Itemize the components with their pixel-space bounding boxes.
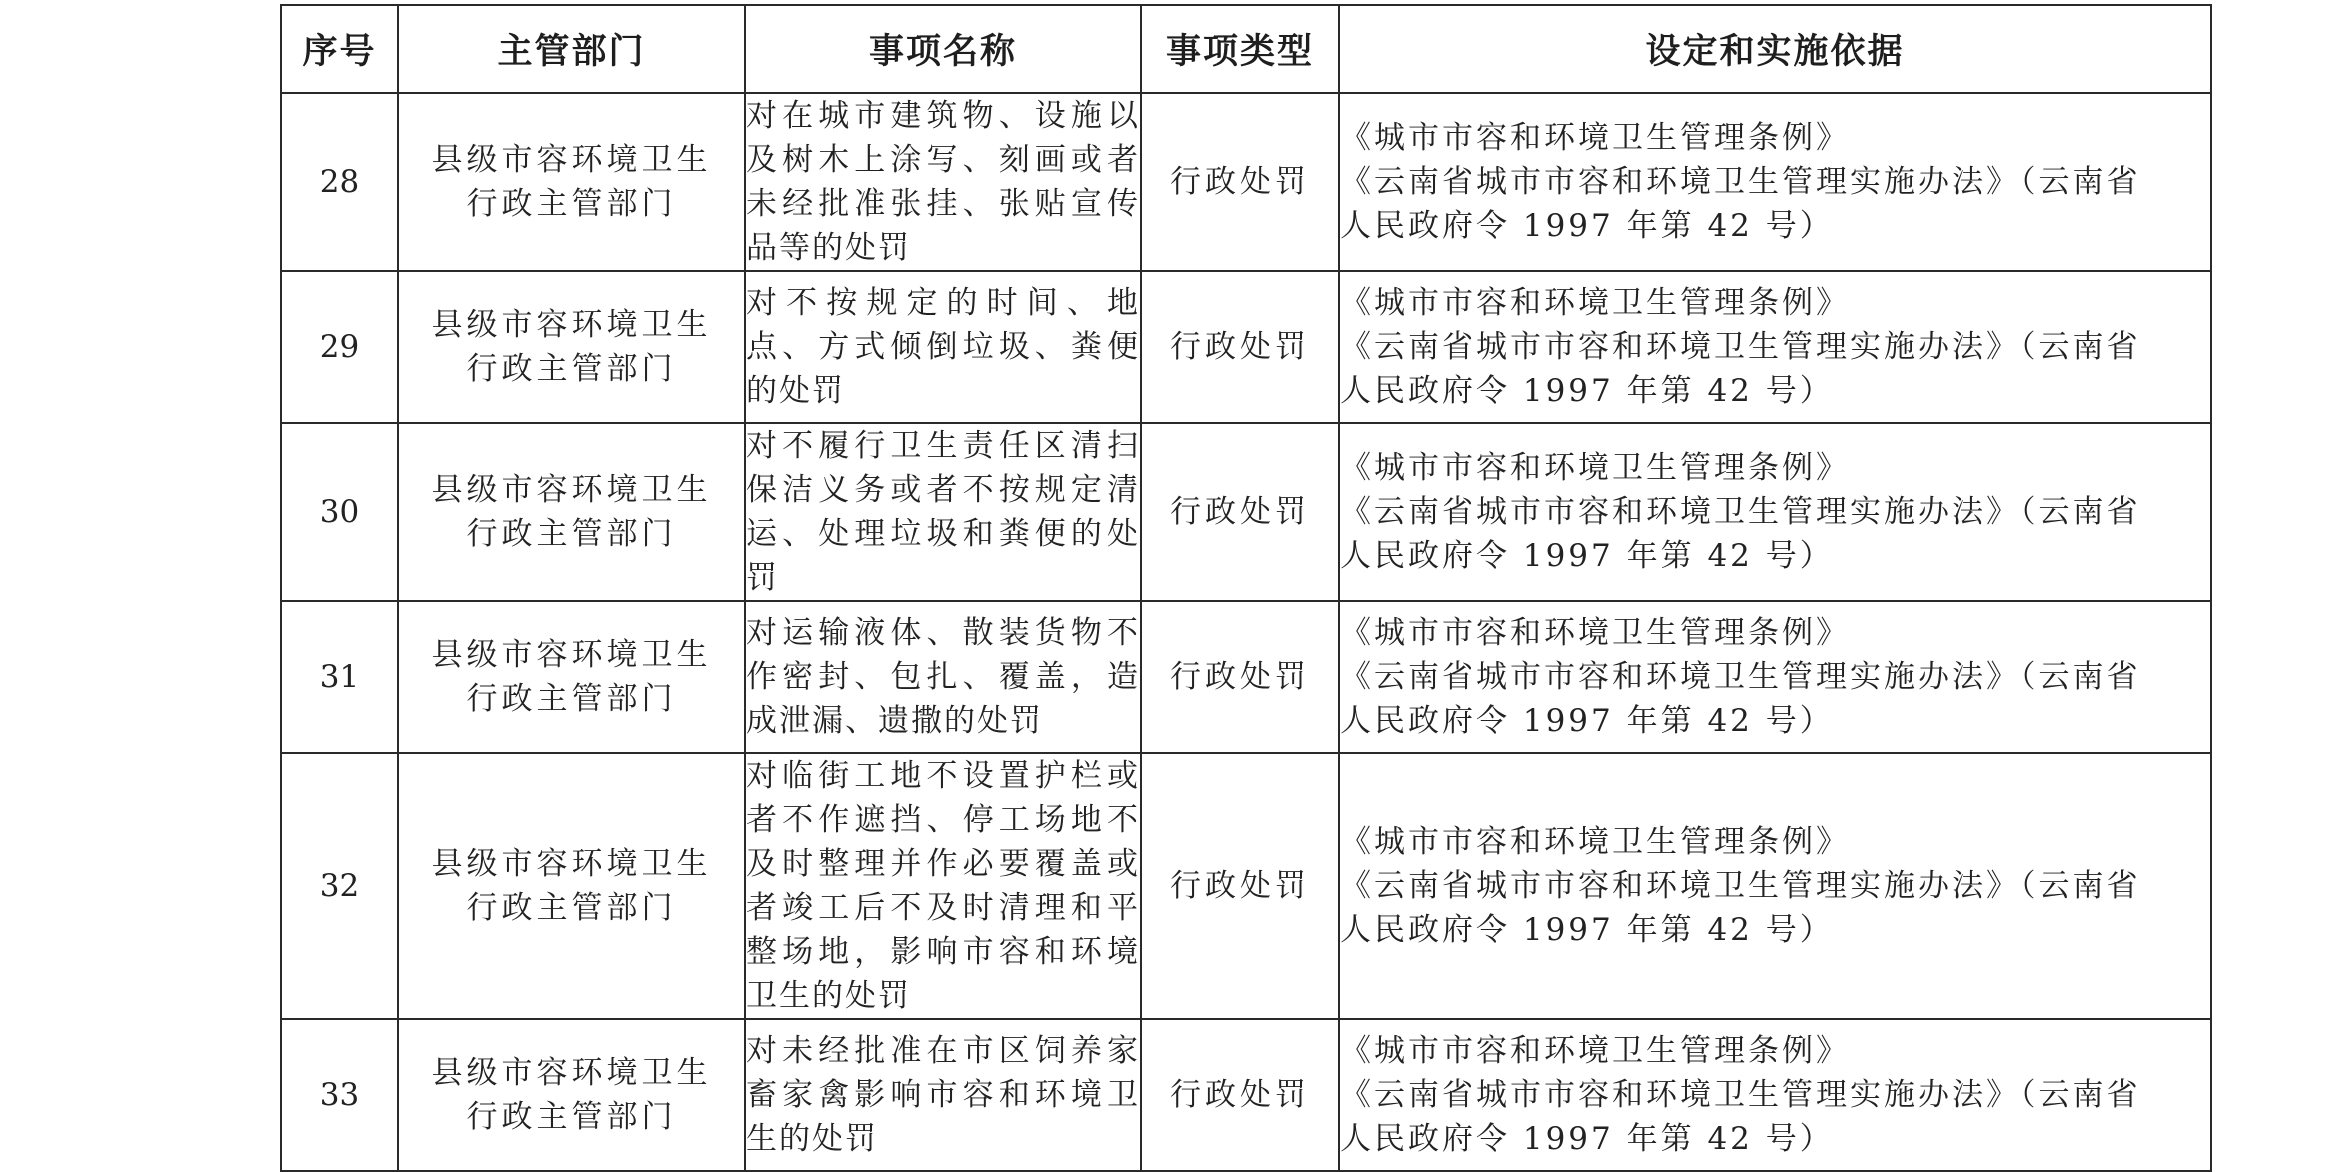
row-department [398,423,745,601]
row-item-name: 对不按规定的时间、地点、方式倾倒垃圾、粪便的处罚 [745,271,1141,423]
department-line: 行政主管部门 [466,351,677,387]
row-index: 29 [281,271,398,423]
row-item-type: 行政处罚 [1141,93,1339,271]
basis-line: 人民政府令 1997 年第 42 号） [1340,373,1834,409]
basis-line: 《云南省城市市容和环境卫生管理实施办法》（云南省 [1340,329,2141,365]
row-basis [1339,271,2211,423]
table-row [281,271,2211,423]
table-row [281,423,2211,601]
basis-line: 《云南省城市市容和环境卫生管理实施办法》（云南省 [1340,494,2141,530]
row-item-name: 对临街工地不设置护栏或者不作遮挡、停工场地不及时整理并作必要覆盖或者竣工后不及时清理和平整场地，影响市容和环境卫生的处罚 [745,753,1141,1019]
basis-line: 《城市市容和环境卫生管理条例》 [1340,285,1850,321]
basis-line: 《云南省城市市容和环境卫生管理实施办法》（云南省 [1340,868,2141,904]
table-row [281,601,2211,753]
basis-line: 人民政府令 1997 年第 42 号） [1340,538,1834,574]
basis-line: 《城市市容和环境卫生管理条例》 [1340,120,1850,156]
department-line: 县级市容环境卫生 [431,142,712,178]
row-item-type: 行政处罚 [1141,423,1339,601]
row-item-type: 行政处罚 [1141,1019,1339,1171]
row-basis [1339,753,2211,1019]
header-row [281,5,2211,93]
basis-line: 《云南省城市市容和环境卫生管理实施办法》（云南省 [1340,659,2141,695]
header-index: 序号 [281,5,398,93]
department-line: 县级市容环境卫生 [431,637,712,673]
header-item-type: 事项类型 [1141,5,1339,93]
basis-line: 《城市市容和环境卫生管理条例》 [1340,1033,1850,1069]
table-row [281,1019,2211,1171]
basis-line: 人民政府令 1997 年第 42 号） [1340,1121,1834,1157]
department-line: 行政主管部门 [466,681,677,717]
department-line: 县级市容环境卫生 [431,1055,712,1091]
row-index: 33 [281,1019,398,1171]
basis-line: 人民政府令 1997 年第 42 号） [1340,912,1834,948]
header-item-name: 事项名称 [745,5,1141,93]
table-row [281,753,2211,1019]
row-basis [1339,423,2211,601]
basis-line: 《城市市容和环境卫生管理条例》 [1340,824,1850,860]
department-line: 行政主管部门 [466,1099,677,1135]
department-line: 行政主管部门 [466,186,677,222]
department-line: 行政主管部门 [466,890,677,926]
row-department [398,601,745,753]
row-department [398,93,745,271]
row-item-type: 行政处罚 [1141,601,1339,753]
administrative-penalty-table [280,4,2212,1172]
department-line: 行政主管部门 [466,516,677,552]
row-index: 32 [281,753,398,1019]
row-item-type: 行政处罚 [1141,753,1339,1019]
basis-line: 《城市市容和环境卫生管理条例》 [1340,615,1850,651]
row-item-name: 对不履行卫生责任区清扫保洁义务或者不按规定清运、处理垃圾和粪便的处罚 [745,423,1141,601]
row-item-name: 对在城市建筑物、设施以及树木上涂写、刻画或者未经批准张挂、张贴宣传品等的处罚 [745,93,1141,271]
row-basis [1339,1019,2211,1171]
header-basis: 设定和实施依据 [1339,5,2211,93]
row-department [398,271,745,423]
basis-line: 《云南省城市市容和环境卫生管理实施办法》（云南省 [1340,164,2141,200]
header-department: 主管部门 [398,5,745,93]
department-line: 县级市容环境卫生 [431,307,712,343]
row-index: 28 [281,93,398,271]
basis-line: 《云南省城市市容和环境卫生管理实施办法》（云南省 [1340,1077,2141,1113]
basis-line: 人民政府令 1997 年第 42 号） [1340,703,1834,739]
row-item-name: 对未经批准在市区饲养家畜家禽影响市容和环境卫生的处罚 [745,1019,1141,1171]
row-index: 30 [281,423,398,601]
row-index: 31 [281,601,398,753]
department-line: 县级市容环境卫生 [431,846,712,882]
row-item-type: 行政处罚 [1141,271,1339,423]
basis-line: 《城市市容和环境卫生管理条例》 [1340,450,1850,486]
row-basis [1339,601,2211,753]
table-row [281,93,2211,271]
row-item-name: 对运输液体、散装货物不作密封、包扎、覆盖，造成泄漏、遗撒的处罚 [745,601,1141,753]
department-line: 县级市容环境卫生 [431,472,712,508]
row-basis [1339,93,2211,271]
row-department [398,753,745,1019]
basis-line: 人民政府令 1997 年第 42 号） [1340,208,1834,244]
row-department [398,1019,745,1171]
